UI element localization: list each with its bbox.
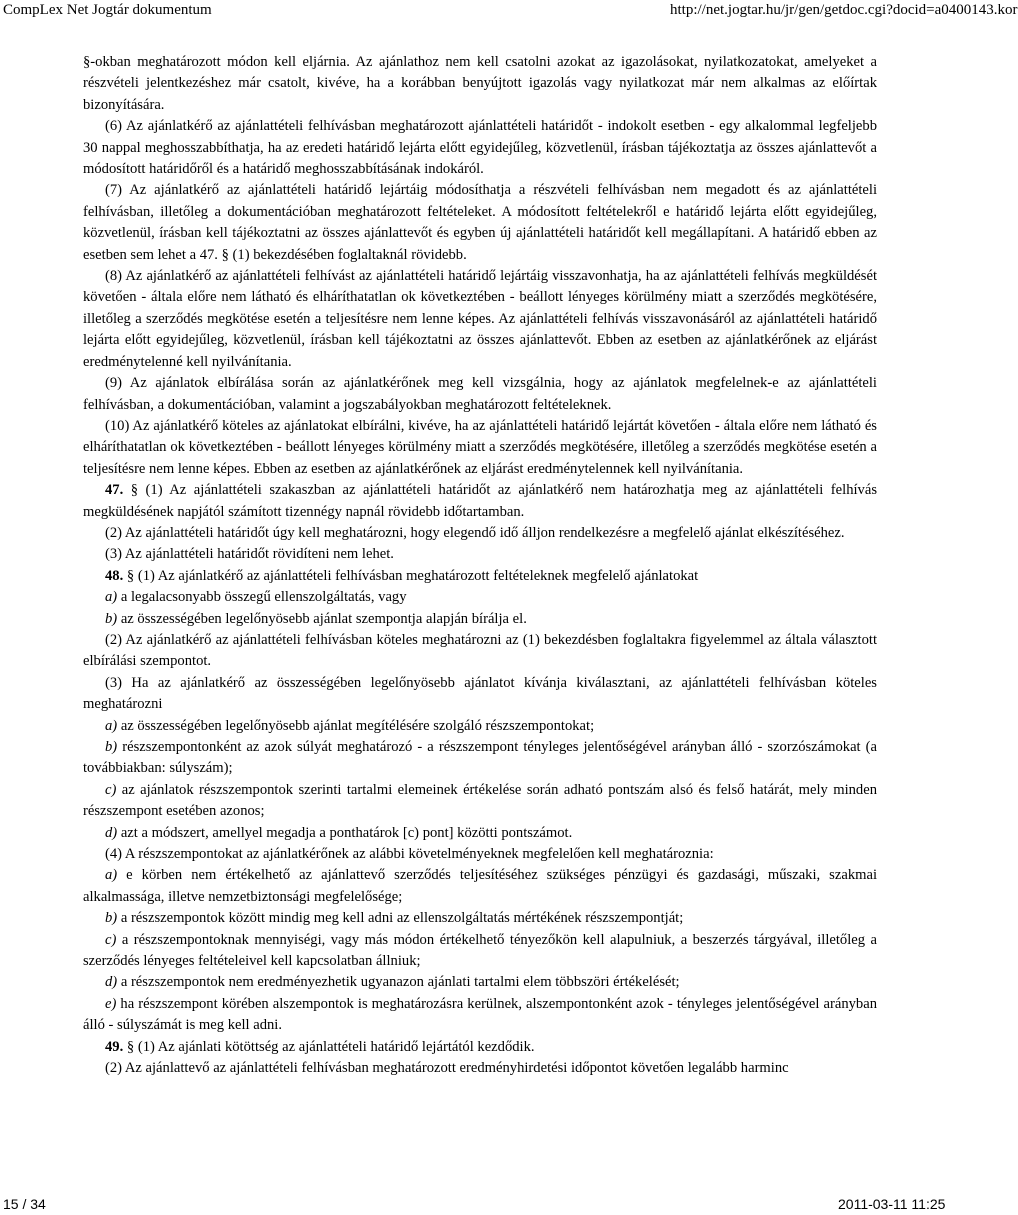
paragraph: (4) A részszempontokat az ajánlatkérőnek az alábbi követelményeknek megfelelően kell meghatároznia: (105, 846, 714, 863)
list-item (83, 823, 877, 844)
list-item (83, 972, 877, 993)
list-marker: c) (105, 931, 117, 948)
list-text: a részszempontoknak mennyiségi, vagy más módon értékelhető tényezőkön kell alapulniuk, a beszerzés tárgyával, illetőleg a szerződés lényeges feltételeivel kell kapcsolatban állniuk; (83, 931, 877, 970)
list-marker: b) (105, 610, 118, 627)
list-item (83, 587, 877, 608)
list-text: az összességében legelőnyösebb ajánlat megítélésére szolgáló részszempontokat; (117, 717, 595, 734)
list-text: a részszempontok nem eredményezhetik ugyanazon ajánlati tartalmi elem többszöri értékelését; (117, 974, 680, 991)
paragraph: §-okban meghatározott módon kell eljárnia. Az ajánlathoz nem kell csatolni azokat az igazolásokat, nyilatkozatokat, amelyeket a részvételi jelentkezéshez már csatolt, kivéve, ha a korábban benyújtott igazolás vagy nyilatkozat már nem alkalmas az előírtak bizonyítására. (83, 54, 877, 113)
list-marker: a) (105, 717, 118, 734)
list-text: részszempontonként az azok súlyát meghatározó - a részszempont tényleges jelentőségével arányban álló - szorzószámokat (a továbbiakban: súlyszám); (83, 739, 877, 777)
document-body (83, 52, 877, 1080)
paragraph: (8) Az ajánlatkérő az ajánlattételi felhívást az ajánlattételi határidő lejártáig visszavonhatja, ha az ajánlattételi felhívás megküldését követően - általa előre nem látható és elháríthatatlan ok következtében - beállott lényeges körülmény miatt a szerződés megkötésére, illetőleg a szerződés megkötése esetén a teljesítésre nem lenne képes. Az ajánlattételi felhívás visszavonásáról az ajánlattételi határidő lejárta előtt egyidejűleg, közvetlenül, írásban kell tájékoztatni az összes ajánlattevőt. Ebben az esetben az ajánlatkérőnek az eljárást eredménytelenné kell nyilvánítania. (83, 268, 877, 370)
article-text: § (1) Az ajánlattételi szakaszban az ajánlattételi határidőt az ajánlatkérő nem határozhatja meg az ajánlattételi felhívás megküldésének napjától számított tizennégy napnál rövidebb időtartamban. (83, 482, 877, 520)
list-marker: a) (105, 589, 118, 606)
list-item (83, 865, 877, 908)
list-marker: b) (105, 739, 118, 755)
header-title: CompLex Net Jogtár dokumentum (3, 2, 212, 18)
header-url[interactable]: http://net.jogtar.hu/jr/gen/getdoc.cgi?docid=a0400143.kor (670, 2, 1018, 18)
print-datetime: 2011-03-11 11:25 (838, 1196, 946, 1212)
list-marker: a) (105, 867, 118, 884)
list-text: az ajánlatok részszempontok szerinti tartalmi elemeinek értékelése során adható pontszám alsó és felső határát, mely minden részszempont esetében azonos; (83, 781, 877, 820)
page-header (0, 0, 1018, 24)
list-marker: c) (105, 781, 117, 798)
article-number: 47. (105, 482, 124, 499)
list-text: a részszempontok között mindig meg kell adni az ellenszolgáltatás mértékének részszempontját; (117, 910, 684, 927)
list-item (83, 780, 877, 823)
list-marker: d) (105, 974, 118, 991)
article-47 (83, 480, 877, 523)
list-item (83, 908, 877, 929)
article-48 (83, 566, 877, 587)
list-text: ha részszempont körében alszempontok is meghatározásra kerülnek, alszempontonként azok - tényleges jelentőségével arányban álló - súlyszámát is meg kell adni. (83, 995, 877, 1034)
list-item (83, 716, 877, 737)
paragraph: (9) Az ajánlatok elbírálása során az ajánlatkérőnek meg kell vizsgálnia, hogy az ajánlatok megfelelnek-e az ajánlattételi felhívásban, a dokumentációban, valamint a jogszabályokban meghatározott feltételeknek. (83, 375, 877, 413)
list-item (83, 609, 877, 630)
article-49 (83, 1037, 877, 1058)
list-text: a legalacsonyabb összegű ellenszolgáltatás, vagy (117, 589, 407, 606)
paragraph: (2) Az ajánlattételi határidőt úgy kell meghatározni, hogy elegendő idő álljon rendelkezésre a megfelelő ajánlat elkészítéséhez. (105, 524, 845, 541)
article-text: § (1) Az ajánlatkérő az ajánlattételi felhívásban meghatározott feltételeknek megfelelő ajánlatokat (123, 567, 699, 584)
list-text: e körben nem értékelhető az ajánlattevő szerződés teljesítéséhez szükséges pénzügyi és gazdasági, műszaki, szakmai alkalmassága, illetve nemzetbiztonsági megfelelősége; (83, 867, 877, 905)
paragraph: (3) Az ajánlattételi határidőt rövidíteni nem lehet. (105, 546, 394, 563)
list-item (83, 930, 877, 973)
article-number: 48. (105, 567, 124, 584)
article-text: § (1) Az ajánlati kötöttség az ajánlattételi határidő lejártától kezdődik. (123, 1038, 535, 1055)
article-number: 49. (105, 1038, 124, 1055)
paragraph: (2) Az ajánlatkérő az ajánlattételi felhívásban köteles meghatározni az (1) bekezdésben foglaltakra figyelemmel az általa választott elbírálási szempontot. (83, 631, 877, 670)
paragraph: (7) Az ajánlatkérő az ajánlattételi határidő lejártáig módosíthatja a részvételi felhívásban nem megadott és az ajánlattételi felhívásban, illetőleg a dokumentációban meghatározott feltételeket. A módosított feltételekről e határidő lejárta előtt egyidejűleg, közvetlenül, írásban kell tájékoztatni az összes ajánlattevőt és egyben új ajánlattételi határidőt kell megállapítani. A határidő ebben az esetben sem lehet a 47. § (1) bekezdésében foglaltaknál rövidebb. (83, 182, 877, 263)
paragraph: (2) Az ajánlattevő az ajánlattételi felhívásban meghatározott eredményhirdetési időpontot követően legalább harminc (105, 1060, 789, 1077)
list-item (83, 994, 877, 1037)
list-text: azt a módszert, amellyel megadja a ponthatárok [c) pont] közötti pontszámot. (117, 824, 573, 841)
list-marker: d) (105, 824, 118, 841)
paragraph: (6) Az ajánlatkérő az ajánlattételi felhívásban meghatározott ajánlattételi határidőt - indokolt esetben - egy alkalommal legfeljebb 30 nappal meghosszabbíthatja, ha az eredeti határidő lejárta előtt egyidejűleg, közvetlenül, írásban tájékoztatja az összes ajánlattevőt a módosított határidőről és a határidő meghosszabbításának indokáról. (83, 118, 877, 178)
list-marker: b) (105, 910, 118, 927)
list-text: az összességében legelőnyösebb ajánlat szempontja alapján bírálja el. (117, 610, 527, 627)
paragraph: (3) Ha az ajánlatkérő az összességében legelőnyösebb ajánlatot kívánja kiválasztani, az ajánlattételi felhívásban köteles meghatározni (83, 674, 877, 713)
page-footer (0, 1196, 960, 1215)
list-item (83, 737, 877, 780)
paragraph: (10) Az ajánlatkérő köteles az ajánlatokat elbírálni, kivéve, ha az ajánlattételi határidő lejártát követően - általa előre nem látható és elháríthatatlan ok következtében - beállott lényeges körülmény miatt a szerződés megkötésére, illetőleg a szerződés megkötése esetén a teljesítésre nem lenne képes. Ebben az esetben az ajánlatkérőnek az eljárást eredménytelennek kell nyilvánítania. (83, 417, 877, 477)
list-marker: e) (105, 995, 117, 1012)
page-counter: 15 / 34 (3, 1196, 46, 1212)
